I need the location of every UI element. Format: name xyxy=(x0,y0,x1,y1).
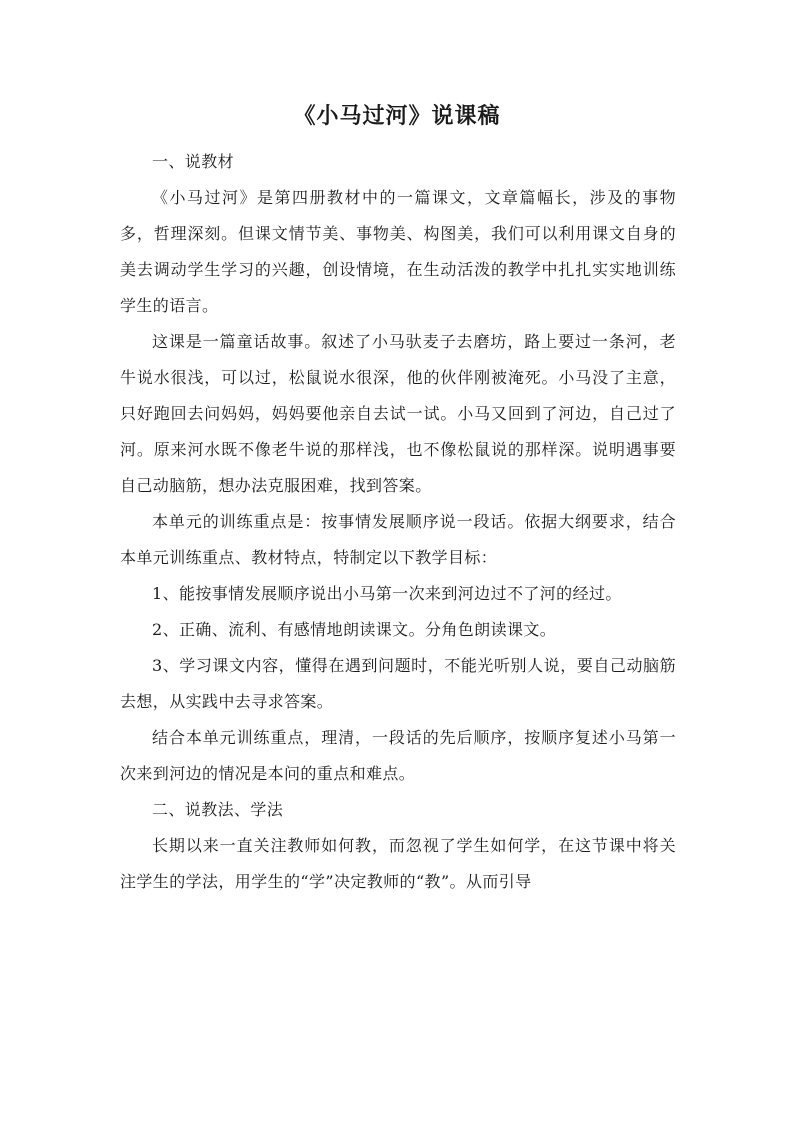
goal-item-1: 1、能按事情发展顺序说出小马第一次来到河边过不了河的经过。 xyxy=(152,584,622,603)
section-heading-methods: 二、说教法、学法 xyxy=(152,800,284,819)
paragraph-methods-intro: 长期以来一直关注教师如何教，而忽视了学生如何学，在这节课中将关注学生的学法，用学生的“学”决定教师的“教”。从而引导 xyxy=(120,836,676,891)
goal-item-3: 3、学习课文内容，懂得在遇到问题时，不能光听别人说，要自己动脑筋去想，从实践中去寻求答案。 xyxy=(120,656,676,711)
section-heading-teaching-material: 一、说教材 xyxy=(152,152,235,171)
paragraph-key-difficulties: 结合本单元训练重点，理清，一段话的先后顺序，按顺序复述小马第一次来到河边的情况是本问的重点和难点。 xyxy=(120,728,676,783)
document-title: 《小马过河》说课稿 xyxy=(293,104,501,129)
paragraph-material-overview: 《小马过河》是第四册教材中的一篇课文，文章篇幅长，涉及的事物多，哲理深刻。但课文情节美、事物美、构图美，我们可以利用课文自身的美去调动学生学习的兴趣，创设情境，在生动活泼的教学中扎扎实实地训练学生的语言。 xyxy=(120,188,676,315)
paragraph-story-summary: 这课是一篇童话故事。叙述了小马驮麦子去磨坊，路上要过一条河，老牛说水很浅，可以过，松鼠说水很深，他的伙伴刚被淹死。小马没了主意，只好跑回去问妈妈，妈妈要他亲自去试一试。小马又回到了河边，自己过了河。原来河水既不像老牛说的那样浅，也不像松鼠说的那样深。说明遇事要自己动脑筋，想办法克服困难，找到答案。 xyxy=(120,332,676,495)
paragraph-training-focus: 本单元的训练重点是：按事情发展顺序说一段话。依据大纲要求，结合本单元训练重点、教材特点，特制定以下教学目标： xyxy=(120,512,676,567)
document-body xyxy=(120,144,676,900)
goal-item-2: 2、正确、流利、有感情地朗读课文。分角色朗读课文。 xyxy=(152,620,557,639)
